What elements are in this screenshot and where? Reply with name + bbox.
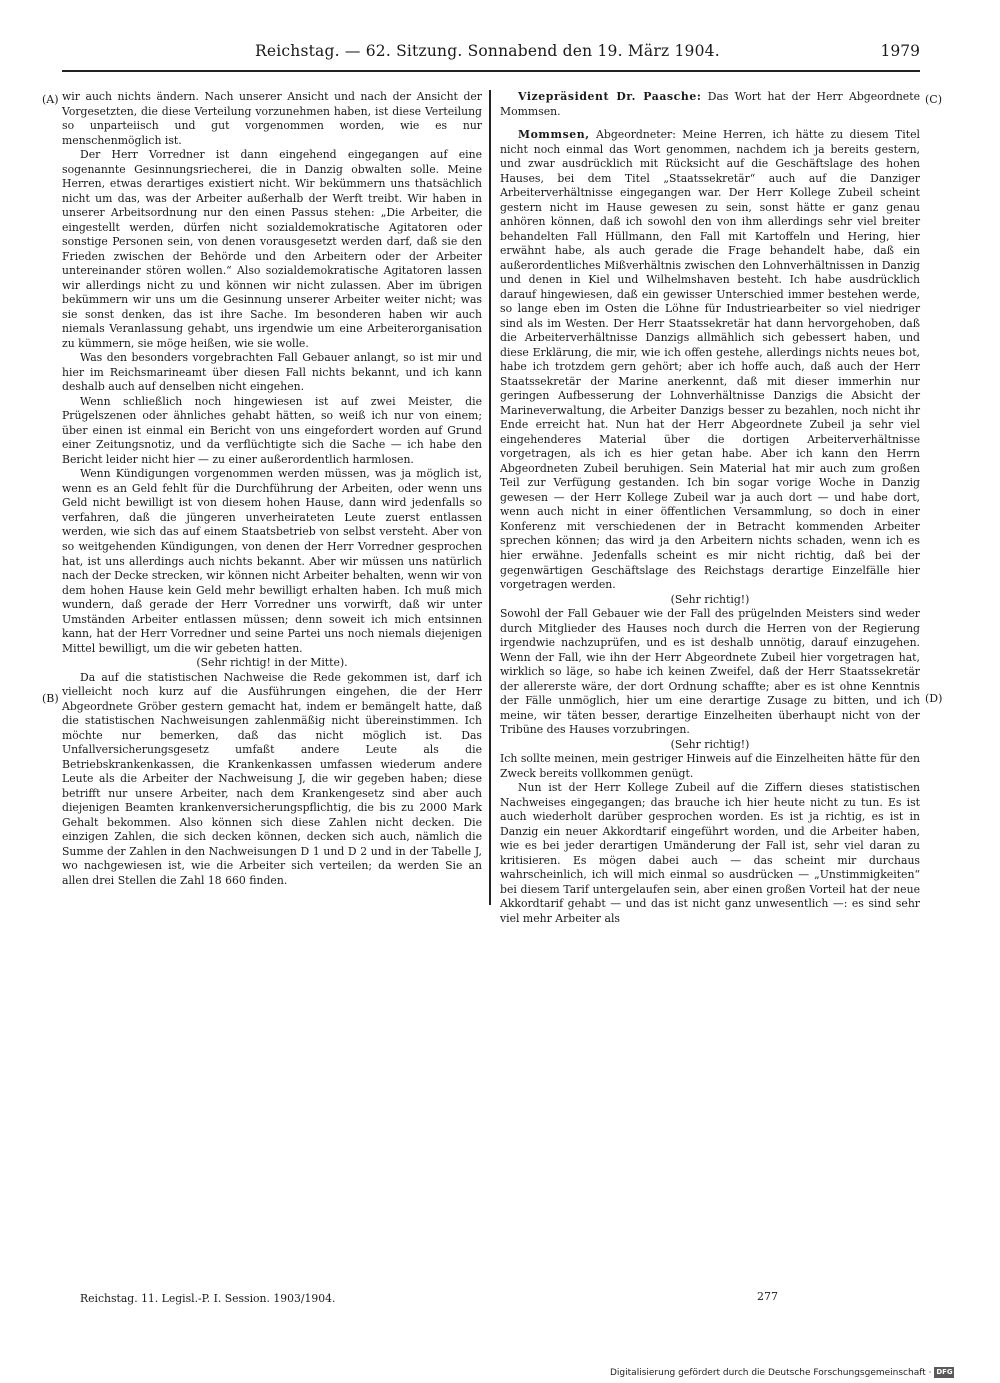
speaker-name: Mommsen, (518, 128, 590, 142)
left-paragraph: Da auf die statistischen Nachweise die Rede gekommen ist, darf ich vielleicht noch kurz auf die Ausführungen eingehen, die der Herr Abgeordnete Gröber gestern gemacht hat, indem er bemängelt hatte, daß die statistischen Nachweisungen zahlenmäßig nicht übereinstimmen. Ich möchte nur bemerken, daß das nicht möglich ist. Das Unfallversicherungsgesetz umfaßt andere Leute als die Betriebskrankenkassen, die Krankenkassen umfassen wiederum andere Leute als die Arbeiter der Nachweisung J, die wir gegeben haben; diese betrifft nur unsere Arbeiter, nach dem Krankengesetz sind aber auch diejenigen Beamten krankenversicherungspflichtig, die bis zu 2000 Mark Gehalt bekommen. Also können sich diese Zahlen nicht decken. Die einzigen Zahlen, die sich decken können, decken sich auch, nämlich die Summe der Zahlen in den Nachweisungen D 1 und D 2 und in der Tabelle J, wo nachgewiesen ist, wie die Arbeiter sich verteilen; da werden Sie an allen drei Stellen die Zahl 18 660 finden. (62, 670, 482, 887)
running-head-title: Reichstag. — 62. Sitzung. Sonnabend den 19. März 1904. (255, 42, 720, 60)
dfg-logo-icon: DFG (936, 1368, 953, 1376)
column-divider (489, 90, 491, 905)
page-number: 1979 (880, 42, 920, 60)
margin-mark-c: (C) (925, 93, 942, 106)
speaker-text: Abgeordneter: Meine Herren, ich hätte zu diesem Titel nicht noch einmal das Wort genommen, nachdem ich ja bereits gestern, und zwar ausdrücklich mit Rücksicht auf die Geschäftslage des hohen Hauses, bei dem Titel „Staatssekretär“ auch auf die Danziger Arbeiterverhältnisse eingegangen war. Der Herr Kollege Zubeil scheint gestern nicht im Hause gewesen zu sein, sonst hätte er ganz genau anhören können, daß ich sowohl den von ihm allerdings sehr viel breiter behandelten Fall Hüllmann, den Fall mit Kartoffeln und Hering, hier erwähnt habe, als auch gerade die Frage behandelt habe, daß ein außerordentliches Mißverhältnis zwischen den Lohnverhältnissen in Danzig und denen in Kiel und Wilhelmshaven besteht. Ich habe ausdrücklich darauf hingewiesen, daß ein gewisser Unterschied immer bestehen werde, so lange eben im Osten die Löhne für Industriearbeiter so viel niedriger sind als im Westen. Der Herr Staatssekretär hat dann hervorgehoben, daß die Arbeiterverhältnisse Danzigs allmählich sich gebessert haben, und diese Erklärung, die mir, wie ich offen gestehe, allerdings nichts neues bot, habe ich trotzdem gern gehört; aber ich hoffe auch, daß auch der Herr Staatssekretär der Marine anerkennt, daß mit dieser immerhin nur geringen Aufbesserung der Lohnverhältnisse Danzigs die Absicht der Marineverwaltung, die Arbeiter Danzigs besser zu bezahlen, noch nicht ihr Ende erreicht hat. Nun hat der Herr Abgeordnete Zubeil ja sehr viel eingehenderes Material über die dortigen Arbeiterverhältnisse vorgetragen, als ich es hier getan habe. Aber ich kann den Herrn Abgeordneten Zubeil beruhigen. Sein Material hat mir auch zum großen Teil zur Verfügung gestanden. Ich bin sogar vorige Woche in Danzig gewesen — der Herr Kollege Zubeil war ja auch dort — und habe dort, wenn auch nicht in einer öffentlichen Versammlung, so doch in einer Konferenz mit verschiedenen der in Betracht kommenden Arbeiter sprechen können; das wird ja den Arbeitern nichts schaden, wenn ich es hier erwähne. Jedenfalls scheint es mir nicht richtig, daß bei der gegenwärtigen Geschäftslage des Reichstags derartige Einzelfälle hier vorgetragen werden. (500, 128, 920, 592)
dfg-credit-text: Digitalisierung gefördert durch die Deutsche Forschungsgemeinschaft · (610, 1368, 932, 1378)
right-paragraph: Sowohl der Fall Gebauer wie der Fall des prügelnden Meisters sind weder durch Mitglieder des Hauses noch durch die Herren von der Regierung irgendwie nachzuprüfen, und es ist deshalb unnötig, darauf einzugehen. Wenn der Fall, wie ihn der Herr Abgeordnete Zubeil hier vorgetragen hat, wirklich so läge, so habe ich keinen Zweifel, daß der Herr Staatssekretär der allererste wäre, der dort Ordnung schaffte; aber es ist ohne Kenntnis der Fälle unmöglich, hier um eine derartige Zusage zu bitten, und ich meine, wir täten besser, derartige Einzelheiten überhaupt nicht von der Tribüne des Hauses vorzubringen. (500, 607, 920, 737)
interjection: (Sehr richtig! in der Mitte). (196, 656, 348, 670)
left-paragraph: wir auch nichts ändern. Nach unserer Ansicht und nach der Ansicht der Vorgesetzten, die diese Verteilung vorzunehmen haben, ist diese Verteilung so unparteiisch und gut vorgenommen worden, wie es nur menschenmöglich ist. (62, 90, 482, 147)
left-paragraph: Der Herr Vorredner ist dann eingehend eingegangen auf eine sogenannte Gesinnungsriecherei, die in Danzig obwalten solle. Meine Herren, etwas derartiges existiert nicht. Wir bekümmern uns thatsächlich nicht um das, was der Arbeiter außerhalb der Werft treibt. Wir haben in unserer Arbeitsordnung nur den einen Passus stehen: „Die Arbeiter, die eingestellt werden, dürfen nicht sozialdemokratische Agitatoren oder sonstige Personen sein, von denen vorausgesetzt werden darf, daß sie den Frieden zwischen der Behörde und den Arbeitern oder der Arbeiter untereinander stören wollen.“ Also sozialdemokratische Agitatoren lassen wir allerdings nicht zu und können wir nicht zulassen. Aber im übrigen bekümmern wir uns um die Gesinnung unserer Arbeiter weiter nicht; was sie sonst denken, das ist ihre Sache. Im besonderen haben wir auch niemals Veranlassung gehabt, uns irgendwie um eine Arbeiterorganisation zu kümmern, sie möge heißen, wie sie wolle. (62, 148, 482, 350)
left-paragraph: Wenn Kündigungen vorgenommen werden müssen, was ja möglich ist, wenn es an Geld fehlt für die Durchführung der Arbeiten, oder wenn uns Geld nicht bewilligt ist von diesem hohen Hause, dann wird jedenfalls so verfahren, daß die jüngeren unverheirateten Leute zuerst entlassen werden, wie sich das auf einem Staatsbetrieb von selbst versteht. Aber von so weitgehenden Kündigungen, von denen der Herr Vorredner gesprochen hat, ist uns allerdings auch nichts bekannt. Aber wir müssen uns natürlich nach der Decke strecken, wir können nicht Arbeiter behalten, wenn wir von dem hohen Hause kein Geld mehr bewilligt erhalten haben. Ich muß mich wundern, daß gerade der Herr Vorredner uns vorwirft, daß wir unter Umständen Arbeiter entlassen müssen; denn soweit ich mich entsinnen kann, hat der Herr Vorredner und seine Partei uns noch niemals diejenigen Mittel bewilligt, um die wir gebeten hatten. (62, 467, 482, 655)
left-paragraph: Wenn schließlich noch hingewiesen ist auf zwei Meister, die Prügelszenen oder ähnliches gehabt hätten, so weiß ich nur von einem; über einen ist einmal ein Bericht von uns eingefordert worden auf Grund einer Zeitungsnotiz, und da verflüchtigte sich die Sache — ich habe den Bericht leider nicht hier — zu einer außerordentlich harmlosen. (62, 394, 482, 466)
speaker-name: Vizepräsident Dr. Paasche: (518, 90, 702, 103)
margin-mark-a: (A) (42, 93, 59, 106)
right-paragraph: Nun ist der Herr Kollege Zubeil auf die Ziffern dieses statistischen Nachweises eingegangen; das brauche ich hier heute nicht zu tun. Es ist auch wiederholt darüber gesprochen worden. Es ist ja richtig, es ist in Danzig ein neuer Akkordtarif eingeführt worden, und die Arbeiter haben, wie es bei jeder derartigen Umänderung der Fall ist, sehr viel daran zu kritisieren. Es mögen dabei auch — das scheint mir durchaus wahrscheinlich, ich will mich einmal so ausdrücken — „Unstimmigkeiten“ bei diesem Tarif untergelaufen sein, aber einen großen Vorteil hat der neue Akkordtarif gehabt — und das ist nicht ganz unwesentlich —: es sind sehr viel mehr Arbeiter als (500, 781, 920, 925)
margin-mark-d: (D) (925, 692, 943, 705)
right-paragraph: Ich sollte meinen, mein gestriger Hinweis auf die Einzelheiten hätte für den Zweck bereits vollkommen genügt. (500, 752, 920, 780)
running-header (255, 42, 920, 68)
speaker-text: Das Wort hat der Herr Abgeordnete Mommsen. (500, 90, 920, 118)
left-column (62, 90, 482, 888)
left-paragraph: Was den besonders vorgebrachten Fall Gebauer anlangt, so ist mir und hier im Reichsmarineamt über diesen Fall nichts bekannt, und ich kann deshalb auch auf denselben nicht eingehen. (62, 351, 482, 394)
margin-mark-b: (B) (42, 692, 59, 705)
footer-citation: Reichstag. 11. Legisl.-P. I. Session. 1903/1904. (80, 1292, 336, 1305)
header-rule (62, 70, 920, 72)
interjection: (Sehr richtig!) (670, 737, 750, 751)
speaker-paragraph (500, 90, 920, 119)
sheet-number: 277 (757, 1290, 778, 1303)
speaker-paragraph (500, 128, 920, 593)
right-column (500, 90, 920, 926)
interjection: (Sehr richtig!) (670, 592, 750, 606)
paragraph-gap (500, 119, 920, 128)
dfg-credit (610, 1367, 954, 1378)
